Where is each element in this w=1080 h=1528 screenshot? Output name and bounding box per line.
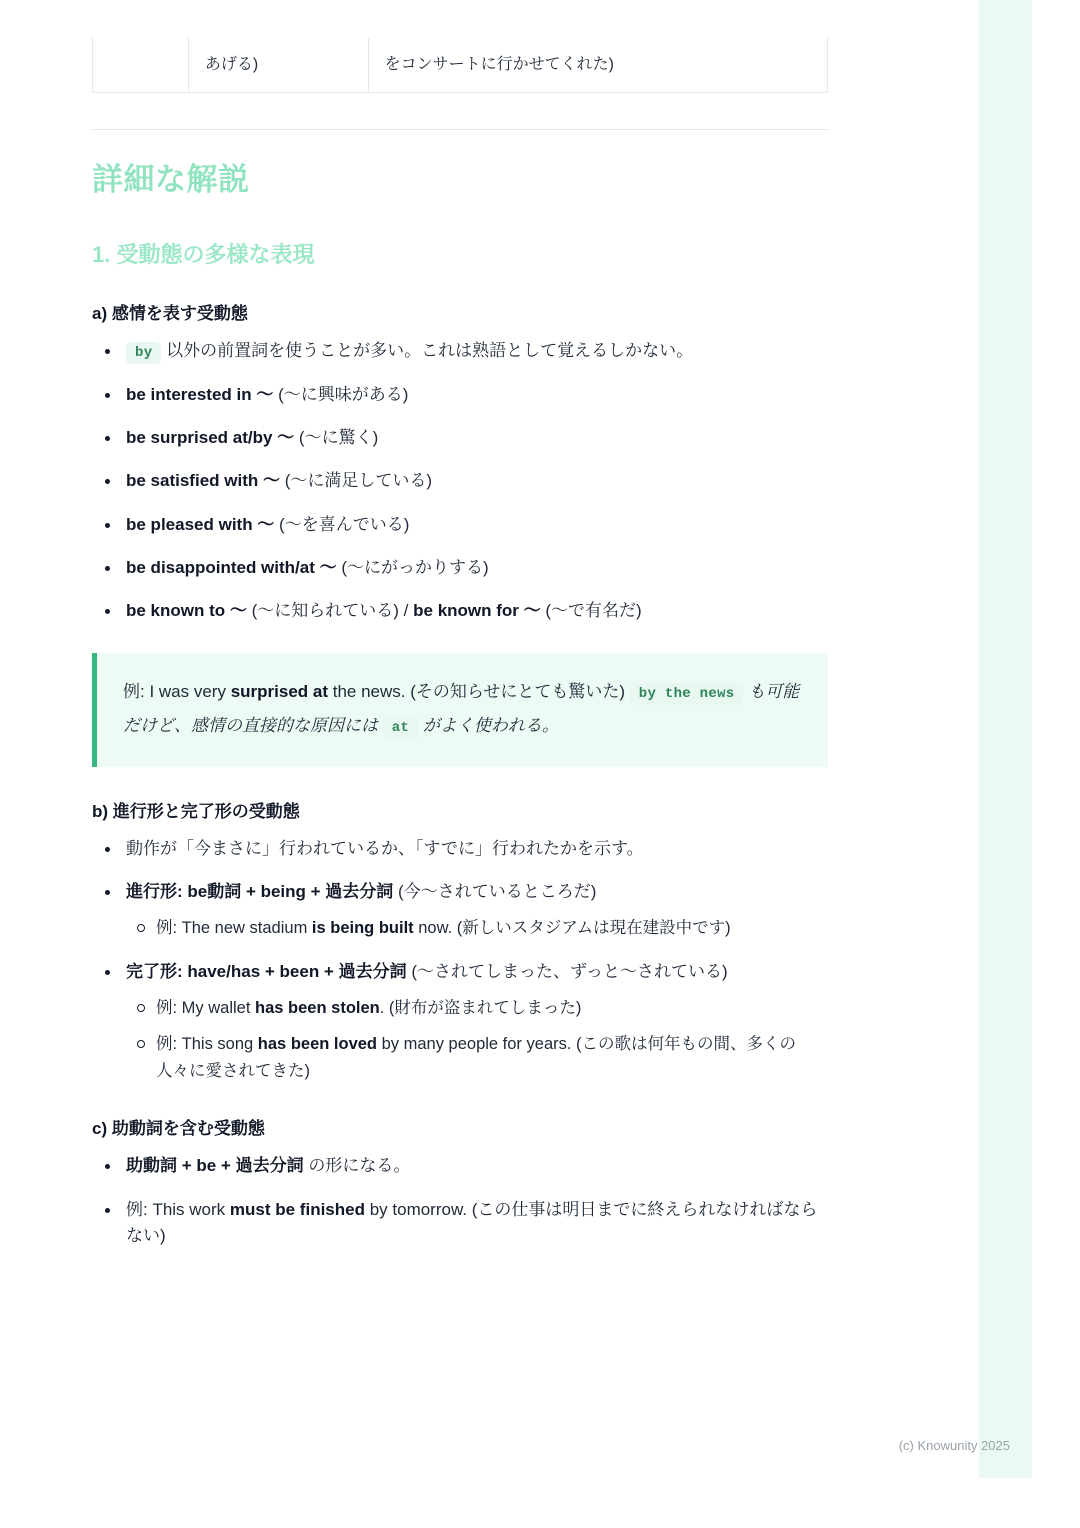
list-item	[92, 338, 828, 365]
sub-list-item	[126, 915, 828, 941]
code-chip-at: at	[383, 717, 418, 739]
gloss: (〜されてしまった、ずっと〜されている)	[411, 961, 728, 981]
group-c-heading: c) 助動詞を含む受動態	[92, 1119, 265, 1139]
example-suffix: by tomorrow. (この仕事は明日までに終えられなければならない)	[126, 1199, 818, 1245]
page-title: 詳細な解説	[92, 161, 250, 197]
term: be satisfied with 〜	[126, 471, 280, 491]
table-cell-2: あげる)	[188, 38, 368, 92]
term: be pleased with 〜	[126, 514, 275, 534]
code-chip-by-the-news: by the news	[630, 683, 744, 705]
gloss: (今〜されているところだ)	[398, 881, 597, 901]
example-bold: is being built	[311, 919, 414, 938]
example-bold: must be finished	[229, 1199, 365, 1219]
divider	[92, 129, 828, 130]
table-cell-1	[93, 38, 189, 92]
term-2: be known for 〜	[413, 601, 541, 621]
gloss-2: (〜で有名だ)	[545, 601, 642, 621]
sub-list	[126, 915, 828, 941]
subsection-title: 1. 受動態の多様な表現	[92, 241, 315, 267]
list-item	[92, 1153, 828, 1179]
gloss: の形になる。	[308, 1156, 411, 1176]
example-suffix: now. (新しいスタジアムは現在建設中です)	[413, 919, 731, 938]
list-item	[92, 425, 828, 451]
list-item	[92, 879, 828, 942]
example-suffix: by many people for years. (この歌は何年もの間、多くの人々に愛されてきた)	[156, 1035, 797, 1080]
example-prefix: 例: My wallet	[156, 999, 256, 1018]
group-b-list	[92, 836, 828, 1085]
example-bold: has been loved	[257, 1035, 378, 1054]
callout-bold: surprised at	[230, 681, 328, 701]
sub-list	[126, 995, 828, 1084]
list-item	[92, 382, 828, 408]
gloss: (〜にがっかりする)	[341, 557, 489, 577]
group-c-list	[92, 1153, 828, 1249]
code-chip: by	[126, 342, 161, 364]
example-prefix: 例: This work	[126, 1199, 230, 1219]
example-callout	[92, 653, 828, 767]
list-item	[92, 468, 828, 494]
term: be surprised at/by 〜	[126, 427, 295, 447]
list-item-text: 以外の前置詞を使うことが多い。これは熟語として覚えるしかない。	[166, 340, 694, 360]
table-fragment	[92, 38, 828, 93]
term: 完了形: have/has + been + 過去分詞	[126, 961, 407, 981]
list-item-text: 動作が「今まさに」行われているか、「すでに」行われたかを示す。	[126, 838, 644, 858]
gloss: (〜に驚く)	[298, 427, 379, 447]
list-item	[92, 836, 828, 862]
callout-mid: the news. (その知らせにとても驚いた)	[328, 681, 626, 701]
sub-list-item	[126, 1031, 828, 1084]
example-prefix: 例: The new stadium	[156, 919, 312, 938]
callout-prefix: 例: I was very	[123, 681, 231, 701]
gloss: (〜に知られている) /	[251, 601, 409, 621]
gloss: (〜を喜んでいる)	[279, 514, 410, 534]
callout-suffix: がよく使われる。	[422, 715, 559, 735]
gloss: (〜に満足している)	[284, 471, 433, 491]
term: 進行形: be動詞 + being + 過去分詞	[126, 881, 394, 901]
table-cell-3: をコンサートに行かせてくれた)	[368, 38, 827, 92]
list-item	[92, 1197, 828, 1250]
group-a-heading: a) 感情を表す受動態	[92, 303, 248, 323]
list-item	[92, 512, 828, 538]
example-bold: has been stolen	[255, 999, 380, 1018]
term: be disappointed with/at 〜	[126, 557, 337, 577]
term: be interested in 〜	[126, 384, 274, 404]
group-a-list	[92, 338, 828, 625]
list-item	[92, 555, 828, 581]
term: be known to 〜	[126, 601, 247, 621]
sub-list-item	[126, 995, 828, 1021]
table-row	[93, 38, 828, 92]
term: 助動詞 + be + 過去分詞	[126, 1156, 304, 1176]
group-b-heading: b) 進行形と完了形の受動態	[92, 801, 300, 821]
callout-mid-2: も可能だけど、感情の直接的な原因には	[123, 681, 800, 735]
list-item	[92, 598, 828, 624]
decorative-right-rail	[979, 0, 1032, 1478]
copyright-credit: (c) Knowunity 2025	[898, 1438, 1010, 1453]
gloss: (〜に興味がある)	[278, 384, 409, 404]
document-page	[92, 0, 828, 1266]
example-prefix: 例: This song	[156, 1035, 258, 1054]
example-suffix: . (財布が盗まれてしまった)	[379, 999, 582, 1018]
list-item	[92, 959, 828, 1085]
